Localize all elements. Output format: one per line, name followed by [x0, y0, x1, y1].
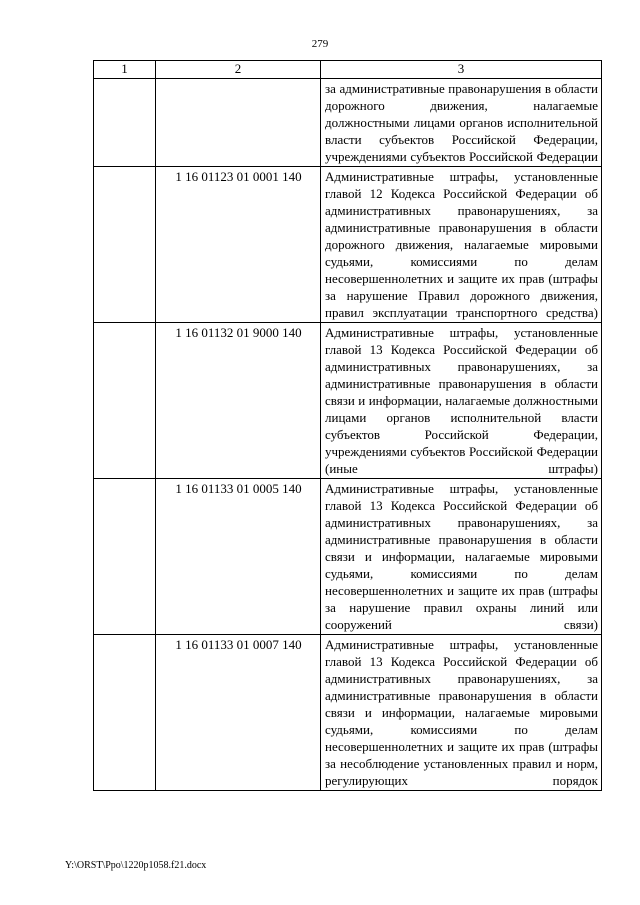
cell-code	[156, 79, 321, 167]
header-col-3: 3	[321, 61, 602, 79]
cell-code: 1 16 01133 01 0007 140	[156, 635, 321, 791]
cell-code: 1 16 01133 01 0005 140	[156, 479, 321, 635]
table-header-row	[94, 61, 602, 79]
page-number: 279	[311, 38, 329, 50]
cell-code: 1 16 01123 01 0001 140	[156, 167, 321, 323]
cell-description: Административные штрафы, установленные главой 13 Кодекса Российской Федерации об административных правонарушениях, за административные правонарушения в области связи и информации, налагаемые мировыми судьями, комиссиями по делам несовершеннолетних и защите их прав (штрафы за нарушение правил охраны линий или сооружений связи)	[321, 479, 602, 635]
header-col-1: 1	[94, 61, 156, 79]
cell-description: за административные правонарушения в области дорожного движения, налагаемые должностными лицами органов исполнительной власти субъектов Российской Федерации, учреждениями субъектов Российской Федерации	[321, 79, 602, 167]
cell-description: Административные штрафы, установленные главой 13 Кодекса Российской Федерации об административных правонарушениях, за административные правонарушения в области связи и информации, налагаемые мировыми судьями, комиссиями по делам несовершеннолетних и защите их прав (штрафы за несоблюдение установленных правил и норм, регулирующих порядок	[321, 635, 602, 791]
cell-col-1	[94, 635, 156, 791]
table-row	[94, 323, 602, 479]
cell-description: Административные штрафы, установленные главой 12 Кодекса Российской Федерации об административных правонарушениях, за административные правонарушения в области дорожного движения, налагаемые мировыми судьями, комиссиями по делам несовершеннолетних и защите их прав (штрафы за нарушение Правил дорожного движения, правил эксплуатации транспортного средства)	[321, 167, 602, 323]
table-row	[94, 79, 602, 167]
file-path-footer: Y:\ORST\Ppo\1220p1058.f21.docx	[65, 860, 207, 871]
table-row	[94, 167, 602, 323]
cell-col-1	[94, 79, 156, 167]
cell-description: Административные штрафы, установленные главой 13 Кодекса Российской Федерации об административных правонарушениях, за административные правонарушения в области связи и информации, налагаемые должностными лицами органов исполнительной власти субъектов Российской Федерации, учреждениями субъектов Российской Федерации (иные штрафы)	[321, 323, 602, 479]
cell-col-1	[94, 479, 156, 635]
table-row	[94, 479, 602, 635]
cell-col-1	[94, 167, 156, 323]
cell-code: 1 16 01132 01 9000 140	[156, 323, 321, 479]
budget-classification-table	[93, 60, 602, 791]
header-col-2: 2	[156, 61, 321, 79]
cell-col-1	[94, 323, 156, 479]
table-row	[94, 635, 602, 791]
